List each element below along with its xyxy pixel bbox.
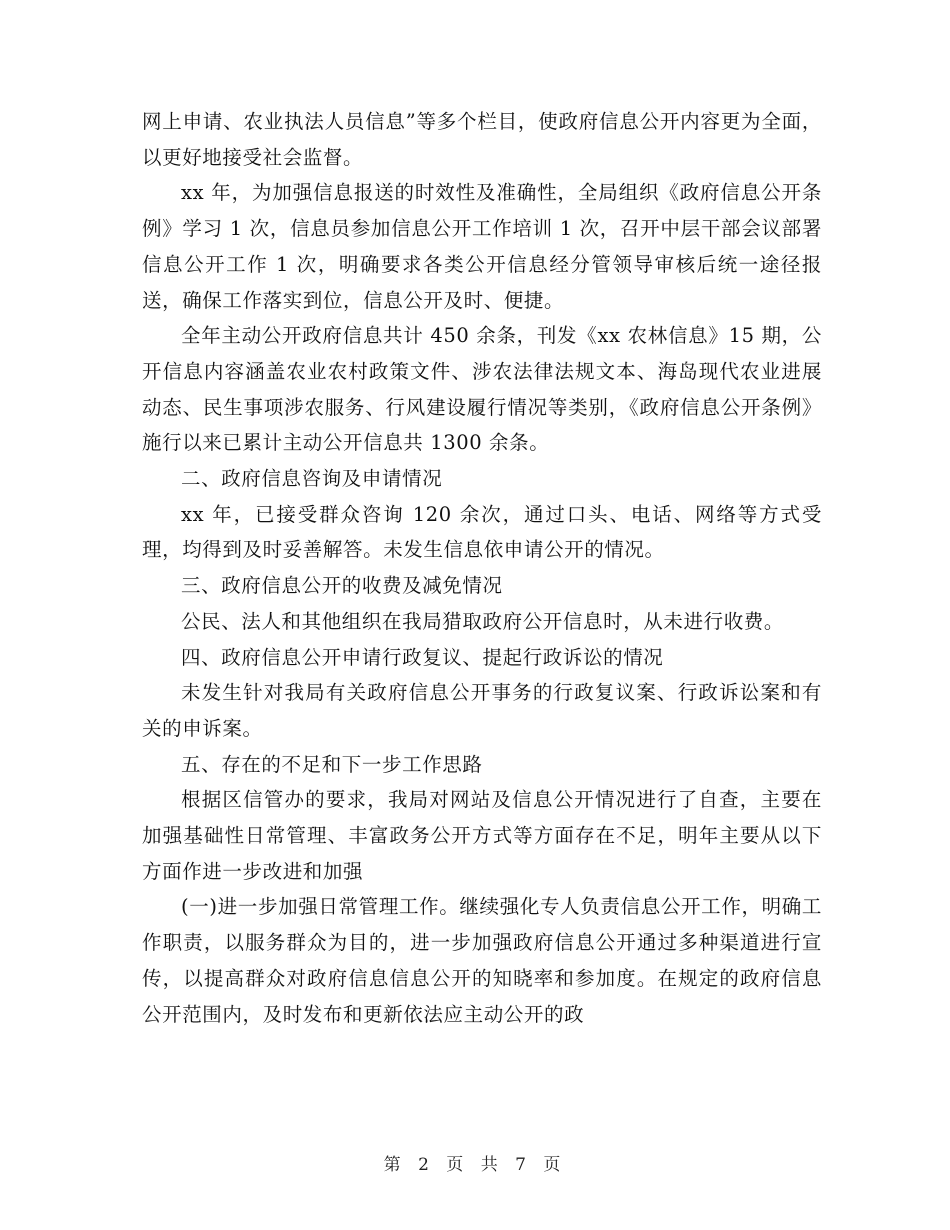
section-heading-consultation: 二、政府信息咨询及申请情况: [181, 467, 443, 491]
paragraph-proactive-disclosure: 全年主动公开政府信息共计 450 余条，刊发《xx 农林信息》15 期，公开信息内容涵盖农业农村政策文件、涉农法律法规文本、海岛现代农业进展动态、民生事项涉农服务、行风建设履行情况等类别，《政府信息公开条例》施行以来已累计主动公开信息共 1300 余条。: [142, 324, 822, 455]
paragraph-consultation: xx 年，已接受群众咨询 120 余次，通过口头、电话、网络等方式受理，均得到及时妥善解答。未发生信息依申请公开的情况。: [142, 502, 822, 562]
paragraph-continuation: 网上申请、农业执法人员信息”等多个栏目，使政府信息公开内容更为全面，以更好地接受社会监督。: [142, 110, 822, 169]
section-heading-review-litigation: 四、政府信息公开申请行政复议、提起行政诉讼的情况: [181, 645, 664, 669]
paragraph-daily-management: (一)进一步加强日常管理工作。继续强化专人负责信息公开工作，明确工作职责，以服务群众为目的，进一步加强政府信息公开通过多种渠道进行宣传，以提高群众对政府信息信息公开的知晓率和参加度。在规定的政府信息公开范围内，及时发布和更新依法应主动公开的政: [142, 895, 822, 1026]
page-number-footer: 第 2 页 共 7 页: [383, 1155, 567, 1175]
document-body: [142, 104, 822, 1032]
paragraph-fees: 公民、法人和其他组织在我局猎取政府公开信息时，从未进行收费。: [181, 609, 785, 633]
section-heading-shortcomings: 五、存在的不足和下一步工作思路: [181, 752, 483, 776]
paragraph-self-inspection: 根据区信管办的要求，我局对网站及信息公开情况进行了自查，主要在加强基础性日常管理、丰富政务公开方式等方面存在不足，明年主要从以下方面作进一步改进和加强: [142, 788, 822, 883]
paragraph-review-litigation: 未发生针对我局有关政府信息公开事务的行政复议案、行政诉讼案和有关的申诉案。: [142, 681, 822, 740]
paragraph-info-reporting: xx 年，为加强信息报送的时效性及准确性，全局组织《政府信息公开条例》学习 1 次，信息员参加信息公开工作培训 1 次，召开中层干部会议部署信息公开工作 1 次，明确要求各类公开信息经分管领导审核后统一途径报送，确保工作落实到位，信息公开及时、便捷。: [142, 181, 822, 312]
section-heading-fees: 三、政府信息公开的收费及减免情况: [181, 574, 503, 598]
